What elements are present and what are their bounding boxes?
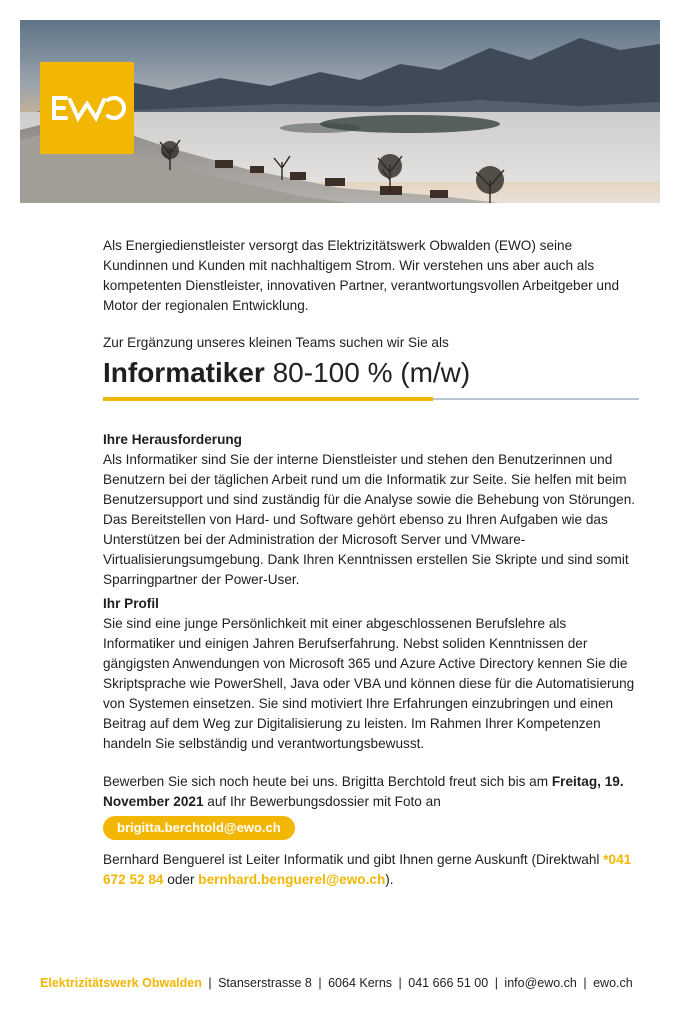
apply-text-before: Bewerben Sie sich noch heute bei uns. Brigitta Berchtold freut sich bis am: [103, 774, 549, 789]
job-title-rest: 80-100 % (m/w): [272, 357, 471, 388]
footer-email-link[interactable]: info@ewo.ch: [504, 976, 577, 990]
footer-city: 6064 Kerns: [328, 976, 393, 990]
footer: [40, 974, 633, 992]
footer-address: Stanserstrasse 8: [218, 976, 312, 990]
footer-web-link[interactable]: ewo.ch: [593, 976, 633, 990]
apply-email-button[interactable]: brigitta.berchtold@ewo.ch: [103, 816, 295, 840]
contact-text-after: ).: [385, 872, 394, 887]
footer-phone: 041 666 51 00: [408, 976, 489, 990]
ewo-logo: [40, 62, 134, 154]
contact-phone-link[interactable]: *041 672 52 84: [103, 852, 632, 887]
job-lead-text: Zur Ergänzung unseres kleinen Teams suchen wir Sie als: [103, 335, 449, 350]
ewo-logo-mark: [40, 62, 134, 154]
contact-text-middle: oder: [167, 872, 195, 887]
section-challenge-text: Als Informatiker sind Sie der interne Dienstleister und stehen den Benutzerinnen und Benutzern bei der täglichen Arbeit rund um die Informatik zur Seite. Sie helfen mit beim Benutzersupport und sind zuständig für die Analyse sowie die Behebung von Störungen. Das Bereitstellen von Hard- und Software gehört ebenso zu Ihren Aufgaben wie das Unterstützen bei der Administration der Microsoft Server und VMware-Virtualisierungsumgebung. Dank Ihren Kenntnissen erstellen Sie Skripte und sind somit Sparringpartner der Power-User.: [103, 452, 636, 587]
contact-text-before: Bernhard Benguerel ist Leiter Informatik und gibt Ihnen gerne Auskunft (Direktwahl: [103, 852, 600, 867]
footer-separator: |: [398, 976, 402, 990]
apply-paragraph: [103, 772, 639, 812]
section-profile-text: Sie sind eine junge Persönlichkeit mit einer abgeschlossenen Berufslehre als Informatiker und einigen Jahren Berufserfahrung. Nebst soliden Kenntnissen der gängigsten Anwendungen von Microsoft 365 und Azure Active Directory kennen Sie die Skriptsprache wie PowerShell, Java oder VBA und können diese für die Automatisierung von Systemen einsetzen. Sie sind motiviert Ihre Erfahrungen einzubringen und einen Beitrag auf dem Weg zur Digitalisierung zu leisten. Im Rahmen Ihrer Kompetenzen handeln Sie selbständig und verantwortungsbewusst.: [103, 616, 635, 751]
apply-deadline: Freitag, 19. November 2021: [103, 774, 624, 809]
intro-paragraph: Als Energiedienstleister versorgt das Elektrizitätswerk Obwalden (EWO) seine Kundinnen und Kunden mit nachhaltigem Strom. Wir verstehen uns aber auch als kompetenten Dienstleister, innovativen Partner, verantwortungsvollen Arbeitgeber und Motor der regionalen Entwicklung.: [103, 238, 620, 313]
section-challenge-heading: Ihre Herausforderung: [103, 432, 242, 447]
section-profile: [103, 594, 639, 754]
job-title-strong: Informatiker: [103, 357, 265, 388]
footer-separator: |: [583, 976, 587, 990]
contact-email-link[interactable]: bernhard.benguerel@ewo.ch: [198, 872, 386, 887]
footer-separator: |: [318, 976, 322, 990]
footer-separator: |: [494, 976, 498, 990]
title-divider: [103, 398, 639, 400]
title-divider-accent: [103, 397, 433, 401]
section-challenge: [103, 430, 639, 590]
apply-text-after: auf Ihr Bewerbungsdossier mit Foto an: [207, 794, 441, 809]
footer-org: Elektrizitätswerk Obwalden: [40, 976, 202, 990]
job-title: [103, 355, 470, 391]
section-profile-heading: Ihr Profil: [103, 596, 159, 611]
contact-paragraph: [103, 850, 639, 890]
footer-separator: |: [208, 976, 212, 990]
